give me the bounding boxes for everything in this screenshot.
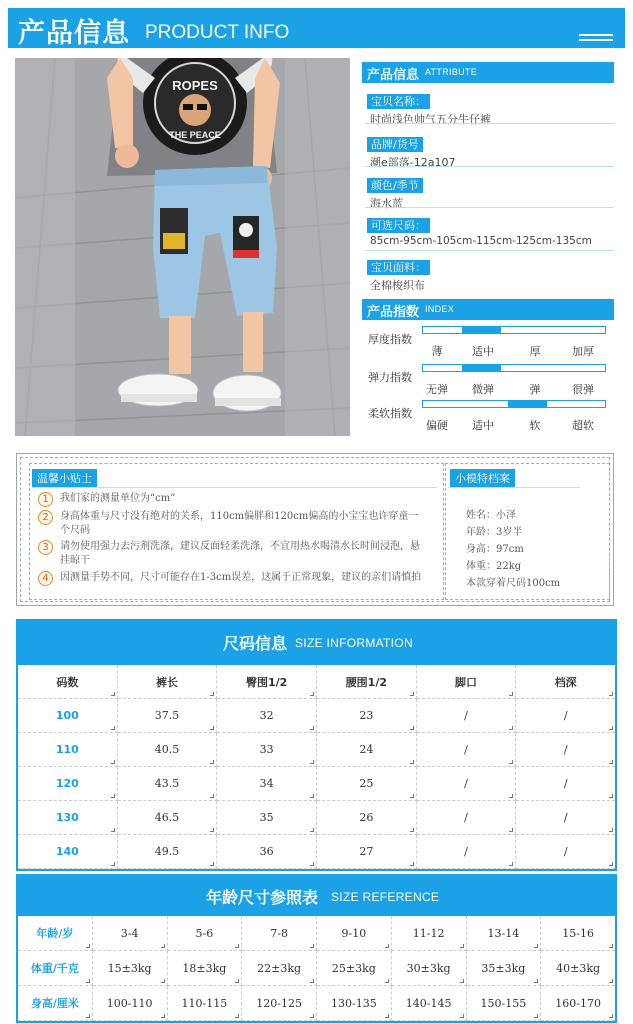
cell-text: 46.5 xyxy=(154,811,180,824)
table-cell xyxy=(541,916,615,951)
index-slider-track xyxy=(422,326,606,334)
tip-text: 我们家的测量单位为“cm” xyxy=(60,493,176,504)
cell-corner-mark xyxy=(609,726,613,730)
index-level-label: 微弹 xyxy=(472,383,494,396)
cell-text: 35±3kg xyxy=(481,961,526,975)
attribute-title-en: ATTRIBUTE xyxy=(425,67,478,77)
cell-corner-mark xyxy=(310,1014,314,1018)
size-table-title-cn: 尺码信息 xyxy=(223,634,288,653)
size-table-title-en: SIZE INFORMATION xyxy=(295,636,413,650)
tips-box xyxy=(16,453,614,606)
divider xyxy=(365,123,614,124)
cell-text: 25±3kg xyxy=(331,961,376,975)
product-photo xyxy=(15,58,350,436)
cell-text: / xyxy=(464,743,468,756)
attribute-label: 品牌/货号 xyxy=(367,137,423,152)
index-level-label: 厚 xyxy=(529,345,541,358)
cell-text: 身高/厘米 xyxy=(30,997,79,1010)
cell-corner-mark xyxy=(509,760,513,764)
cell-corner-mark xyxy=(86,944,90,948)
shirt-text-bottom: THE PEACE xyxy=(169,130,221,140)
header-title-en: PRODUCT INFO xyxy=(145,22,290,43)
cell-corner-mark xyxy=(460,1014,464,1018)
table-cell xyxy=(93,916,168,951)
cell-corner-mark xyxy=(534,979,538,983)
model-size-worn: 本款穿着尺码100cm xyxy=(466,578,561,589)
cell-corner-mark xyxy=(310,944,314,948)
attribute-item xyxy=(362,214,614,247)
cell-text: 11-12 xyxy=(412,926,445,940)
index-slider-fill xyxy=(462,365,501,371)
cell-corner-mark xyxy=(235,1014,239,1018)
table-cell xyxy=(317,835,417,869)
table-cell xyxy=(516,835,615,869)
table-cell xyxy=(18,801,118,835)
cell-corner-mark xyxy=(235,979,239,983)
cell-corner-mark xyxy=(609,692,613,696)
attribute-title-cn: 产品信息 xyxy=(367,68,420,83)
table-cell xyxy=(93,951,168,986)
cell-corner-mark xyxy=(111,726,115,730)
cell-text: / xyxy=(563,811,568,824)
table-cell xyxy=(168,951,243,986)
cell-corner-mark xyxy=(111,862,115,866)
cell-text: 年龄/岁 xyxy=(36,927,74,940)
table-row xyxy=(18,699,615,733)
cell-corner-mark xyxy=(385,979,389,983)
tip-item xyxy=(42,510,422,538)
table-header-cell xyxy=(516,665,615,699)
cell-corner-mark xyxy=(460,944,464,948)
table-cell xyxy=(93,986,168,1021)
cell-corner-mark xyxy=(310,979,314,983)
cell-corner-mark xyxy=(385,944,389,948)
tips-panel xyxy=(29,463,444,600)
table-cell xyxy=(18,699,118,733)
cell-corner-mark xyxy=(534,944,538,948)
cell-text: / xyxy=(464,845,468,858)
cell-corner-mark xyxy=(609,760,613,764)
tip-item xyxy=(42,492,422,506)
cell-text: 档深 xyxy=(554,675,577,689)
index-slider-track xyxy=(422,364,606,372)
table-cell xyxy=(242,916,317,951)
table-cell xyxy=(317,767,417,801)
cell-corner-mark xyxy=(609,979,613,983)
index-level-label: 无弹 xyxy=(426,383,448,396)
index-name: 弹力指数 xyxy=(368,371,412,384)
table-cell xyxy=(118,835,218,869)
cell-text: 7-8 xyxy=(270,926,288,940)
table-cell xyxy=(516,767,615,801)
cell-text: / xyxy=(464,811,468,824)
cell-text: 130-135 xyxy=(331,996,377,1010)
table-cell xyxy=(118,699,218,733)
attribute-label: 宝贝名称： xyxy=(367,94,430,109)
index-slider-fill xyxy=(508,401,547,407)
index-name: 柔软指数 xyxy=(368,407,412,420)
cell-text: / xyxy=(464,709,468,722)
table-cell xyxy=(118,733,218,767)
table-cell xyxy=(317,733,417,767)
table-row xyxy=(18,835,615,869)
table-cell xyxy=(417,835,517,869)
table-row-header xyxy=(18,951,93,986)
table-cell xyxy=(417,733,517,767)
cell-corner-mark xyxy=(509,794,513,798)
cell-text: / xyxy=(563,777,568,790)
attribute-value: 全棉梭织布 xyxy=(370,279,425,292)
shirt-text-top: ROPES xyxy=(172,78,218,93)
cell-corner-mark xyxy=(534,1014,538,1018)
size-table-header xyxy=(16,619,617,665)
table-header-cell xyxy=(417,665,517,699)
cell-text: 43.5 xyxy=(154,777,180,790)
cell-text: 15±3kg xyxy=(107,961,152,975)
table-cell xyxy=(516,733,615,767)
table-cell xyxy=(317,916,392,951)
cell-text: 120 xyxy=(55,777,79,790)
cell-text: / xyxy=(563,743,568,756)
cell-text: 40±3kg xyxy=(556,961,601,975)
cell-corner-mark xyxy=(86,1014,90,1018)
table-cell xyxy=(168,916,243,951)
divider xyxy=(365,166,614,167)
tips-inner-frame xyxy=(20,457,610,602)
cell-text: 100-110 xyxy=(106,996,153,1010)
cell-text: 120-125 xyxy=(256,996,302,1010)
cell-text: 100 xyxy=(55,709,79,722)
table-cell xyxy=(242,986,317,1021)
tip-text: 身高体重与尺寸没有绝对的关系，110cm偏胖和120cm偏高的小宝宝也许穿童一个尺码 xyxy=(60,511,419,536)
table-cell xyxy=(541,951,615,986)
index-level-label: 适中 xyxy=(472,419,494,432)
cell-corner-mark xyxy=(410,794,414,798)
age-table-title-en: SIZE REFERENCE xyxy=(331,890,440,904)
cell-text: 33 xyxy=(259,743,274,756)
cell-text: 27 xyxy=(359,845,374,858)
tip-text: 因测量手势不同，尺寸可能存在1-3cm误差，这属于正常现象，建议的亲们请慎拍 xyxy=(60,572,422,583)
divider xyxy=(450,487,580,488)
cell-corner-mark xyxy=(509,828,513,832)
table-cell xyxy=(317,801,417,835)
table-row xyxy=(18,916,615,951)
tip-item xyxy=(42,540,422,568)
cell-corner-mark xyxy=(210,862,214,866)
index-level-label: 适中 xyxy=(472,345,494,358)
model-weight: 体重：22kg xyxy=(466,561,522,572)
cell-text: 25 xyxy=(359,777,374,790)
table-row xyxy=(18,951,615,986)
table-cell xyxy=(467,986,542,1021)
table-cell xyxy=(467,916,542,951)
cell-text: 23 xyxy=(359,709,374,722)
attribute-value: 85cm-95cm-105cm-115cm-125cm-135cm xyxy=(370,235,592,247)
index-level-label: 软 xyxy=(529,419,541,432)
index-title-cn: 产品指数 xyxy=(367,305,420,320)
cell-text: 140 xyxy=(55,845,79,858)
cell-text: 26 xyxy=(359,811,374,824)
attribute-item xyxy=(362,256,614,293)
index-name: 厚度指数 xyxy=(368,333,412,346)
tip-number-badge: 1 xyxy=(38,492,53,507)
cell-corner-mark xyxy=(111,760,115,764)
tip-number-badge: 3 xyxy=(38,540,53,555)
cell-corner-mark xyxy=(609,828,613,832)
cell-text: 36 xyxy=(259,845,274,858)
cell-text: 3-4 xyxy=(120,926,139,940)
table-header-cell xyxy=(118,665,218,699)
cell-text: 140-145 xyxy=(405,996,452,1010)
model-name: 姓名：小泽 xyxy=(466,510,516,521)
table-cell xyxy=(217,699,317,733)
tips-title: 温馨小贴士 xyxy=(32,469,97,487)
attribute-value: 海水蓝 xyxy=(370,197,403,210)
cell-text: 35 xyxy=(259,811,274,824)
index-level-label: 加厚 xyxy=(572,345,594,358)
table-cell xyxy=(317,951,392,986)
index-slider-fill xyxy=(462,327,501,333)
cell-corner-mark xyxy=(210,828,214,832)
attribute-section-header xyxy=(362,62,614,83)
cell-text: 腰围1/2 xyxy=(345,675,388,689)
index-level-label: 薄 xyxy=(431,345,443,358)
cell-text: 110-115 xyxy=(181,996,228,1010)
index-title-en: INDEX xyxy=(425,304,455,314)
cell-text: 15-16 xyxy=(562,926,594,940)
cell-text: 32 xyxy=(259,709,274,722)
attribute-item xyxy=(362,90,614,127)
cell-corner-mark xyxy=(310,760,314,764)
header-banner xyxy=(8,8,625,48)
cell-text: 体重/千克 xyxy=(30,962,79,975)
attribute-value: 潮e部落-12a107 xyxy=(370,156,456,169)
table-header-cell xyxy=(18,665,118,699)
index-level-label: 很弹 xyxy=(572,383,594,396)
attribute-label: 宝贝面料： xyxy=(367,260,430,275)
cell-text: 49.5 xyxy=(154,845,180,858)
age-table-body xyxy=(16,916,617,1023)
table-row xyxy=(18,767,615,801)
cell-corner-mark xyxy=(161,979,165,983)
table-row-header xyxy=(18,916,93,951)
cell-text: 码数 xyxy=(56,675,79,689)
table-row xyxy=(18,986,615,1021)
cell-text: 裤长 xyxy=(156,675,178,689)
tip-number-badge: 2 xyxy=(38,510,53,525)
table-cell xyxy=(118,767,218,801)
index-level-label: 弹 xyxy=(529,383,541,396)
cell-corner-mark xyxy=(310,828,314,832)
table-header-cell xyxy=(317,665,417,699)
cell-corner-mark xyxy=(410,828,414,832)
cell-text: 34 xyxy=(259,777,274,790)
cell-text: 22±3kg xyxy=(257,961,302,975)
cell-text: 5-6 xyxy=(195,926,214,940)
age-table-header xyxy=(16,874,617,916)
cell-text: 9-10 xyxy=(341,926,367,940)
tip-item xyxy=(42,571,422,585)
table-cell xyxy=(516,699,615,733)
menu-lines-icon xyxy=(579,34,613,44)
cell-text: 30±3kg xyxy=(406,961,451,975)
cell-text: 150-155 xyxy=(480,996,527,1010)
table-cell xyxy=(541,986,615,1021)
cell-text: / xyxy=(563,845,568,858)
cell-text: 臀围1/2 xyxy=(246,675,288,689)
cell-corner-mark xyxy=(609,1014,613,1018)
cell-corner-mark xyxy=(310,794,314,798)
cell-corner-mark xyxy=(235,944,239,948)
index-level-label: 超软 xyxy=(572,419,594,432)
header-title-cn: 产品信息 xyxy=(18,18,130,49)
table-cell xyxy=(417,801,517,835)
cell-corner-mark xyxy=(509,862,513,866)
cell-text: 18±3kg xyxy=(182,961,227,975)
table-cell xyxy=(18,767,118,801)
cell-corner-mark xyxy=(310,692,314,696)
cell-text: 37.5 xyxy=(154,709,180,722)
cell-corner-mark xyxy=(410,862,414,866)
model-panel xyxy=(445,463,610,600)
attribute-value: 时尚浅色帅气五分牛仔裤 xyxy=(370,113,491,126)
table-cell xyxy=(392,916,467,951)
page-header xyxy=(0,0,633,54)
table-cell xyxy=(217,733,317,767)
attribute-label: 颜色/季节 xyxy=(367,178,423,193)
divider xyxy=(365,207,614,208)
index-slider-track xyxy=(422,400,606,408)
index-level-label: 偏硬 xyxy=(426,419,448,432)
model-title: 小模特档案 xyxy=(450,469,515,487)
table-cell xyxy=(392,986,467,1021)
cell-text: 脚口 xyxy=(455,675,478,689)
cell-corner-mark xyxy=(86,979,90,983)
cell-corner-mark xyxy=(310,726,314,730)
cell-corner-mark xyxy=(385,1014,389,1018)
index-section-header xyxy=(362,299,614,320)
cell-text: 130 xyxy=(55,811,79,824)
cell-text: 13-14 xyxy=(487,926,520,940)
tip-text: 请勿使用强力去污剂洗涤，建议反面轻柔洗涤，不宜用热水喝清水长时间浸泡，悬挂晾干 xyxy=(60,541,420,566)
table-header-cell xyxy=(217,665,317,699)
cell-text: / xyxy=(563,709,568,722)
cell-corner-mark xyxy=(410,726,414,730)
cell-corner-mark xyxy=(161,1014,165,1018)
attribute-item xyxy=(362,133,614,170)
age-table-title-cn: 年龄尺寸参照表 xyxy=(206,888,319,907)
tip-number-badge: 4 xyxy=(38,571,53,586)
table-cell xyxy=(467,951,542,986)
table-cell xyxy=(217,767,317,801)
table-cell xyxy=(217,801,317,835)
table-cell xyxy=(217,835,317,869)
table-cell xyxy=(317,699,417,733)
table-row xyxy=(18,733,615,767)
cell-text: 160-170 xyxy=(555,996,601,1010)
model-age: 年龄：3岁半 xyxy=(466,527,523,538)
cell-corner-mark xyxy=(410,760,414,764)
cell-corner-mark xyxy=(111,692,115,696)
cell-corner-mark xyxy=(609,794,613,798)
cell-corner-mark xyxy=(210,692,214,696)
cell-corner-mark xyxy=(161,944,165,948)
table-cell xyxy=(516,801,615,835)
cell-corner-mark xyxy=(210,760,214,764)
cell-corner-mark xyxy=(509,692,513,696)
divider xyxy=(365,250,614,251)
size-table-body xyxy=(16,665,617,871)
cell-text: 110 xyxy=(55,743,79,756)
size-table xyxy=(16,619,617,871)
cell-text: 40.5 xyxy=(154,743,180,756)
cell-text: 24 xyxy=(359,743,374,756)
table-row-header xyxy=(18,986,93,1021)
cell-corner-mark xyxy=(410,692,414,696)
table-header-row xyxy=(18,665,615,699)
cell-corner-mark xyxy=(210,726,214,730)
attribute-label: 可选尺码： xyxy=(367,218,430,233)
table-cell xyxy=(417,767,517,801)
table-row xyxy=(18,801,615,835)
table-cell xyxy=(317,986,392,1021)
product-photo-illustration xyxy=(15,58,350,436)
cell-corner-mark xyxy=(509,726,513,730)
model-height: 身高：97cm xyxy=(466,544,524,555)
table-cell xyxy=(242,951,317,986)
cell-corner-mark xyxy=(310,862,314,866)
table-cell xyxy=(168,986,243,1021)
cell-corner-mark xyxy=(609,944,613,948)
table-cell xyxy=(118,801,218,835)
cell-corner-mark xyxy=(609,862,613,866)
cell-corner-mark xyxy=(111,828,115,832)
cell-corner-mark xyxy=(111,794,115,798)
table-cell xyxy=(392,951,467,986)
age-table xyxy=(16,874,617,1023)
table-cell xyxy=(18,733,118,767)
table-cell xyxy=(18,835,118,869)
cell-corner-mark xyxy=(460,979,464,983)
cell-text: / xyxy=(464,777,468,790)
attribute-item xyxy=(362,174,614,211)
divider xyxy=(32,487,437,488)
table-cell xyxy=(417,699,517,733)
cell-corner-mark xyxy=(210,794,214,798)
